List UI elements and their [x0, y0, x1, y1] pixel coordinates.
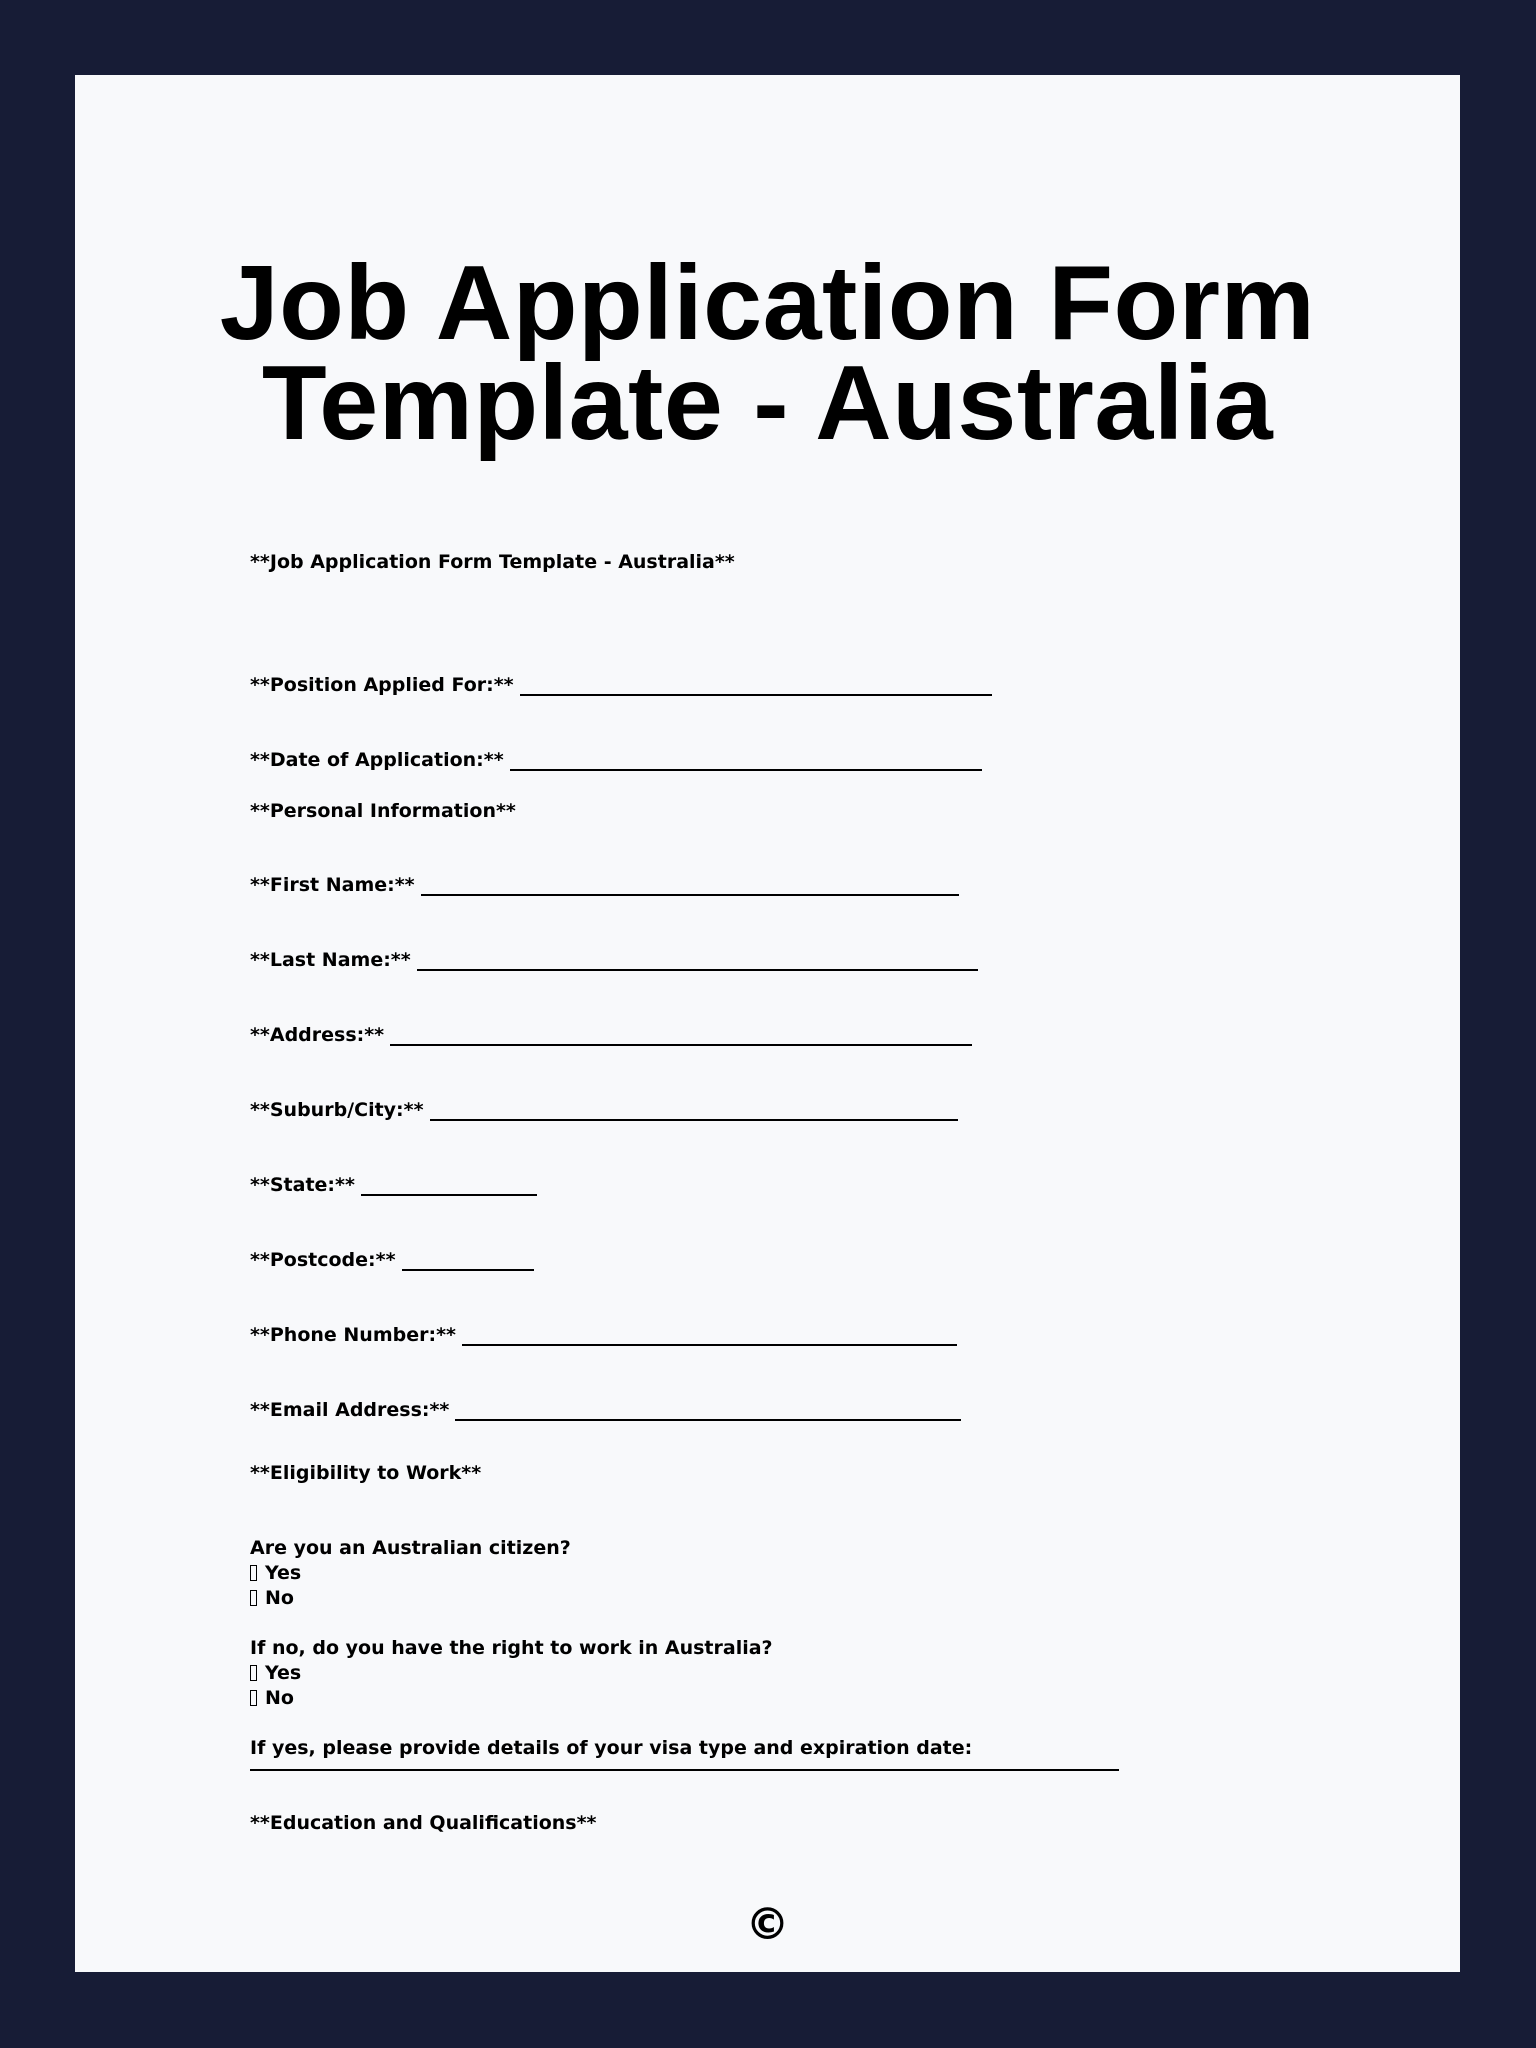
title-line-2: Template - Australia	[261, 344, 1274, 462]
phone-label: **Phone Number:**	[250, 1324, 456, 1346]
last-name-field[interactable]	[250, 946, 978, 972]
section-education-qualifications: **Education and Qualifications**	[250, 1812, 597, 1834]
address-field[interactable]	[250, 1021, 972, 1047]
suburb-field[interactable]	[250, 1096, 958, 1122]
phone-field[interactable]	[250, 1321, 957, 1347]
first-name-label: **First Name:**	[250, 874, 415, 896]
form-subtitle: **Job Application Form Template - Australia**	[250, 551, 735, 573]
suburb-blank[interactable]	[430, 1119, 958, 1121]
email-field[interactable]	[250, 1396, 961, 1422]
postcode-label: **Postcode:**	[250, 1249, 396, 1271]
phone-blank[interactable]	[462, 1344, 957, 1346]
right-to-work-no-label: No	[265, 1687, 294, 1709]
position-label: **Position Applied For:**	[250, 674, 514, 696]
first-name-blank[interactable]	[421, 894, 959, 896]
citizen-yes-checkbox[interactable]	[250, 1565, 257, 1581]
question-visa-details: If yes, please provide details of your visa type and expiration date:	[250, 1737, 973, 1759]
email-blank[interactable]	[455, 1419, 961, 1421]
right-to-work-no-checkbox[interactable]	[250, 1690, 257, 1706]
page-title	[75, 244, 1460, 462]
right-to-work-no-option[interactable]	[250, 1686, 294, 1710]
last-name-blank[interactable]	[417, 969, 978, 971]
last-name-label: **Last Name:**	[250, 949, 411, 971]
address-label: **Address:**	[250, 1024, 385, 1046]
citizen-no-option[interactable]	[250, 1586, 294, 1610]
visa-details-blank[interactable]	[250, 1769, 1119, 1771]
section-eligibility-to-work: **Eligibility to Work**	[250, 1462, 482, 1484]
address-blank[interactable]	[390, 1044, 972, 1046]
postcode-field[interactable]	[250, 1246, 534, 1272]
citizen-yes-option[interactable]	[250, 1561, 301, 1585]
state-field[interactable]	[250, 1171, 537, 1197]
question-australian-citizen: Are you an Australian citizen?	[250, 1537, 571, 1559]
state-blank[interactable]	[361, 1194, 537, 1196]
date-blank[interactable]	[510, 769, 982, 771]
state-label: **State:**	[250, 1174, 355, 1196]
right-to-work-yes-checkbox[interactable]	[250, 1665, 257, 1681]
question-right-to-work: If no, do you have the right to work in Australia?	[250, 1637, 773, 1659]
title-line-1: Job Application Form	[219, 244, 1316, 362]
position-blank[interactable]	[520, 694, 992, 696]
citizen-no-label: No	[265, 1587, 294, 1609]
right-to-work-yes-label: Yes	[265, 1662, 302, 1684]
citizen-yes-label: Yes	[265, 1562, 302, 1584]
right-to-work-yes-option[interactable]	[250, 1661, 301, 1685]
suburb-label: **Suburb/City:**	[250, 1099, 424, 1121]
email-label: **Email Address:**	[250, 1399, 450, 1421]
citizen-no-checkbox[interactable]	[250, 1590, 257, 1606]
document-page	[75, 75, 1460, 1972]
first-name-field[interactable]	[250, 871, 959, 897]
postcode-blank[interactable]	[402, 1269, 534, 1271]
date-field[interactable]	[250, 746, 982, 772]
section-personal-information: **Personal Information**	[250, 800, 516, 822]
position-field[interactable]	[250, 671, 992, 697]
copyright-symbol: ©	[745, 1899, 790, 1950]
date-label: **Date of Application:**	[250, 749, 504, 771]
